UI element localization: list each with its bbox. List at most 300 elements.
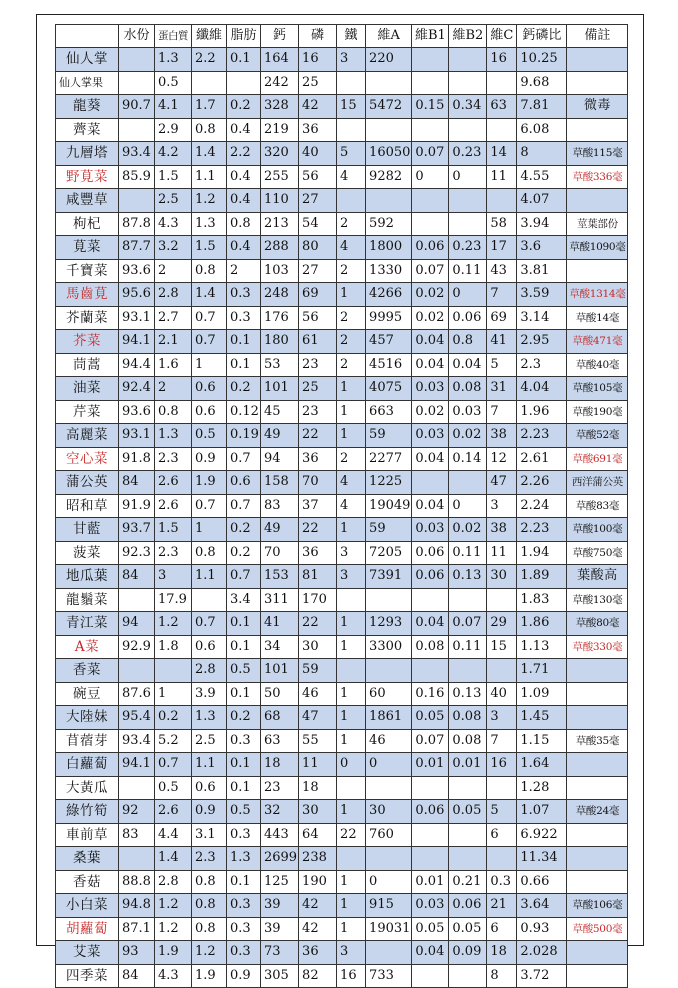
vegetable-name: 高麗菜 <box>56 424 119 448</box>
cell-water: 88.8 <box>119 870 155 894</box>
cell-fe: 1 <box>337 400 366 424</box>
table-row <box>56 706 628 730</box>
cell-water: 94.1 <box>119 753 155 777</box>
cell-protein: 2 <box>155 377 192 401</box>
header-cell: 蛋白質 <box>155 25 192 48</box>
cell-fiber: 0.7 <box>192 494 227 518</box>
note-cell <box>567 776 628 800</box>
cell-vb1: 0.15 <box>412 95 449 119</box>
cell-vb1: 0.06 <box>412 236 449 260</box>
cell-vb2: 0 <box>449 494 487 518</box>
cell-vc: 5 <box>487 800 517 824</box>
cell-vb2 <box>449 189 487 213</box>
cell-ca: 70 <box>260 541 298 565</box>
cell-ca: 320 <box>260 142 298 166</box>
cell-vc: 47 <box>487 471 517 495</box>
cell-va <box>366 189 412 213</box>
table-row <box>56 612 628 636</box>
cell-fat: 0.2 <box>227 541 261 565</box>
note-cell: 草酸1090毫 <box>567 236 628 260</box>
cell-vb2: 0.21 <box>449 870 487 894</box>
cell-protein: 0.8 <box>155 400 192 424</box>
cell-va: 1800 <box>366 236 412 260</box>
cell-va: 5472 <box>366 95 412 119</box>
table-row <box>56 377 628 401</box>
cell-protein: 2.6 <box>155 494 192 518</box>
cell-water: 94.4 <box>119 353 155 377</box>
cell-va: 0 <box>366 870 412 894</box>
cell-protein: 2.3 <box>155 541 192 565</box>
cell-ca: 255 <box>260 165 298 189</box>
cell-va: 19049 <box>366 494 412 518</box>
cell-fat: 0.3 <box>227 823 261 847</box>
cell-vb2 <box>449 964 487 988</box>
cell-ca: 73 <box>260 941 298 965</box>
cell-p: 36 <box>299 541 337 565</box>
cell-water <box>119 71 155 95</box>
cell-va: 592 <box>366 212 412 236</box>
cell-va: 9995 <box>366 306 412 330</box>
cell-va: 9282 <box>366 165 412 189</box>
vegetable-name: 仙人掌果 <box>56 71 119 95</box>
cell-ratio: 1.94 <box>517 541 567 565</box>
cell-vb1: 0.06 <box>412 541 449 565</box>
cell-fe: 1 <box>337 800 366 824</box>
note-cell <box>567 118 628 142</box>
cell-vb2 <box>449 823 487 847</box>
cell-protein: 1.8 <box>155 635 192 659</box>
cell-vb1: 0.01 <box>412 870 449 894</box>
cell-ratio: 2.23 <box>517 424 567 448</box>
cell-va: 2277 <box>366 447 412 471</box>
cell-water <box>119 659 155 683</box>
cell-protein: 3.2 <box>155 236 192 260</box>
cell-fat: 0.1 <box>227 682 261 706</box>
cell-fat: 0.6 <box>227 471 261 495</box>
cell-va <box>366 71 412 95</box>
cell-vb1: 0.06 <box>412 800 449 824</box>
cell-ratio: 8 <box>517 142 567 166</box>
cell-va <box>366 588 412 612</box>
cell-vb2: 0.34 <box>449 95 487 119</box>
cell-protein: 2.9 <box>155 118 192 142</box>
cell-vc: 12 <box>487 447 517 471</box>
vegetable-name: 綠竹筍 <box>56 800 119 824</box>
cell-ratio: 4.07 <box>517 189 567 213</box>
cell-vc: 5 <box>487 353 517 377</box>
header-cell: 磷 <box>299 25 337 48</box>
cell-vc: 8 <box>487 964 517 988</box>
cell-va: 30 <box>366 800 412 824</box>
cell-protein: 2.1 <box>155 330 192 354</box>
cell-ca: 328 <box>260 95 298 119</box>
table-row <box>56 870 628 894</box>
cell-p: 25 <box>299 71 337 95</box>
header-cell: 維B1 <box>412 25 449 48</box>
cell-protein: 2.8 <box>155 283 192 307</box>
cell-protein: 2.8 <box>155 870 192 894</box>
vegetable-name: 菠菜 <box>56 541 119 565</box>
cell-water: 87.1 <box>119 917 155 941</box>
cell-vc: 29 <box>487 612 517 636</box>
cell-vc: 18 <box>487 941 517 965</box>
cell-water: 91.9 <box>119 494 155 518</box>
vegetable-name: 白蘿蔔 <box>56 753 119 777</box>
cell-vb1: 0.05 <box>412 917 449 941</box>
cell-va: 760 <box>366 823 412 847</box>
cell-vb1: 0.02 <box>412 306 449 330</box>
note-cell <box>567 71 628 95</box>
cell-fiber: 0.6 <box>192 400 227 424</box>
cell-water: 93.4 <box>119 142 155 166</box>
cell-vc: 69 <box>487 306 517 330</box>
cell-ratio: 2.61 <box>517 447 567 471</box>
cell-p: 36 <box>299 447 337 471</box>
note-cell: 草酸83毫 <box>567 494 628 518</box>
cell-fe: 1 <box>337 706 366 730</box>
cell-ca: 158 <box>260 471 298 495</box>
cell-va: 4516 <box>366 353 412 377</box>
cell-p: 23 <box>299 400 337 424</box>
cell-vc <box>487 776 517 800</box>
cell-vb1: 0.03 <box>412 424 449 448</box>
cell-vc: 15 <box>487 635 517 659</box>
cell-fat: 0.4 <box>227 189 261 213</box>
cell-vb2 <box>449 71 487 95</box>
note-cell: 草酸130毫 <box>567 588 628 612</box>
cell-protein: 2.3 <box>155 447 192 471</box>
cell-fiber: 1.4 <box>192 142 227 166</box>
note-cell <box>567 870 628 894</box>
table-row <box>56 964 628 988</box>
cell-fe <box>337 776 366 800</box>
cell-fiber: 1.3 <box>192 706 227 730</box>
vegetable-name: 大黃瓜 <box>56 776 119 800</box>
vegetable-name: 茼蒿 <box>56 353 119 377</box>
cell-vb1: 0.07 <box>412 729 449 753</box>
cell-va <box>366 118 412 142</box>
header-cell: 纖維 <box>192 25 227 48</box>
cell-ca: 45 <box>260 400 298 424</box>
note-cell <box>567 941 628 965</box>
cell-protein: 17.9 <box>155 588 192 612</box>
vegetable-name: 碗豆 <box>56 682 119 706</box>
cell-fat: 0.4 <box>227 165 261 189</box>
cell-fe <box>337 71 366 95</box>
cell-fe <box>337 659 366 683</box>
cell-fiber: 1.1 <box>192 753 227 777</box>
table-row <box>56 823 628 847</box>
cell-ratio: 3.14 <box>517 306 567 330</box>
cell-fe: 3 <box>337 941 366 965</box>
cell-ca: 63 <box>260 729 298 753</box>
note-cell: 草酸100毫 <box>567 518 628 542</box>
cell-va: 4266 <box>366 283 412 307</box>
cell-protein: 2 <box>155 259 192 283</box>
cell-fat: 3.4 <box>227 588 261 612</box>
cell-fat: 0.7 <box>227 494 261 518</box>
cell-p: 56 <box>299 165 337 189</box>
vegetable-name: 薺菜 <box>56 118 119 142</box>
cell-vb1: 0.16 <box>412 682 449 706</box>
vegetable-name: 仙人掌 <box>56 48 119 72</box>
cell-p: 70 <box>299 471 337 495</box>
cell-protein: 1.3 <box>155 424 192 448</box>
cell-vc: 58 <box>487 212 517 236</box>
cell-fat: 0.1 <box>227 753 261 777</box>
cell-fe: 1 <box>337 424 366 448</box>
vegetable-name: 馬齒莧 <box>56 283 119 307</box>
table-row <box>56 471 628 495</box>
cell-vc: 7 <box>487 729 517 753</box>
cell-vb2: 0.08 <box>449 377 487 401</box>
cell-protein: 1.9 <box>155 941 192 965</box>
cell-fiber: 3.9 <box>192 682 227 706</box>
vegetable-name: 胡蘿蔔 <box>56 917 119 941</box>
cell-p: 54 <box>299 212 337 236</box>
cell-fat: 0.3 <box>227 917 261 941</box>
table-row <box>56 330 628 354</box>
cell-vc: 6 <box>487 823 517 847</box>
cell-fiber: 2.8 <box>192 659 227 683</box>
cell-water: 92 <box>119 800 155 824</box>
cell-va: 7205 <box>366 541 412 565</box>
cell-fat: 0.8 <box>227 212 261 236</box>
cell-vb2: 0.8 <box>449 330 487 354</box>
cell-fe: 1 <box>337 635 366 659</box>
cell-p: 190 <box>299 870 337 894</box>
cell-water: 93.1 <box>119 424 155 448</box>
cell-p: 56 <box>299 306 337 330</box>
cell-vb1: 0.06 <box>412 565 449 589</box>
cell-fe: 1 <box>337 870 366 894</box>
cell-fiber: 0.8 <box>192 917 227 941</box>
cell-fe: 15 <box>337 95 366 119</box>
cell-fiber: 0.7 <box>192 330 227 354</box>
cell-vb2: 0.11 <box>449 635 487 659</box>
cell-fiber: 1 <box>192 518 227 542</box>
note-cell: 草酸105毫 <box>567 377 628 401</box>
cell-fiber: 1.5 <box>192 236 227 260</box>
vegetable-name: 莧菜 <box>56 236 119 260</box>
cell-fe: 3 <box>337 541 366 565</box>
cell-p: 42 <box>299 894 337 918</box>
note-cell: 葉酸高 <box>567 565 628 589</box>
note-cell <box>567 259 628 283</box>
cell-fe: 4 <box>337 236 366 260</box>
cell-ratio: 1.13 <box>517 635 567 659</box>
cell-vb1: 0.04 <box>412 447 449 471</box>
cell-fat: 0.2 <box>227 706 261 730</box>
vegetable-name: 香菜 <box>56 659 119 683</box>
cell-water <box>119 118 155 142</box>
cell-vb2: 0.23 <box>449 142 487 166</box>
cell-vb2 <box>449 48 487 72</box>
vegetable-name: 艾菜 <box>56 941 119 965</box>
cell-vb1 <box>412 964 449 988</box>
cell-ca: 39 <box>260 917 298 941</box>
cell-vb2: 0.23 <box>449 236 487 260</box>
note-cell <box>567 823 628 847</box>
cell-fat: 0.1 <box>227 48 261 72</box>
table-row <box>56 71 628 95</box>
note-cell: 西洋蒲公英 <box>567 471 628 495</box>
cell-p: 18 <box>299 776 337 800</box>
cell-fiber: 2.2 <box>192 48 227 72</box>
cell-vb1 <box>412 118 449 142</box>
cell-va: 1330 <box>366 259 412 283</box>
cell-fat: 0.5 <box>227 659 261 683</box>
cell-water: 95.4 <box>119 706 155 730</box>
cell-fiber: 2.5 <box>192 729 227 753</box>
cell-protein: 4.4 <box>155 823 192 847</box>
cell-vb1: 0.03 <box>412 377 449 401</box>
cell-p: 61 <box>299 330 337 354</box>
cell-vb1 <box>412 212 449 236</box>
table-row <box>56 518 628 542</box>
cell-water: 94.1 <box>119 330 155 354</box>
header-cell: 維A <box>366 25 412 48</box>
cell-p: 22 <box>299 612 337 636</box>
table-row <box>56 48 628 72</box>
cell-fe <box>337 189 366 213</box>
cell-fat: 0.4 <box>227 118 261 142</box>
cell-fat: 0.3 <box>227 306 261 330</box>
cell-water: 91.8 <box>119 447 155 471</box>
cell-water: 84 <box>119 565 155 589</box>
cell-water: 87.7 <box>119 236 155 260</box>
cell-vb1: 0.03 <box>412 518 449 542</box>
vegetable-name: 地瓜葉 <box>56 565 119 589</box>
cell-fe: 1 <box>337 682 366 706</box>
cell-fiber: 0.8 <box>192 259 227 283</box>
vegetable-name: 苜蓿芽 <box>56 729 119 753</box>
cell-fat: 0.1 <box>227 776 261 800</box>
cell-vc <box>487 847 517 871</box>
cell-protein: 0.5 <box>155 71 192 95</box>
table-row <box>56 353 628 377</box>
cell-water: 94 <box>119 612 155 636</box>
cell-fiber: 1.2 <box>192 189 227 213</box>
table-row <box>56 800 628 824</box>
cell-fat: 0.1 <box>227 635 261 659</box>
cell-ca: 288 <box>260 236 298 260</box>
cell-fiber: 0.5 <box>192 424 227 448</box>
cell-water: 90.7 <box>119 95 155 119</box>
cell-p: 16 <box>299 48 337 72</box>
cell-fiber: 1.7 <box>192 95 227 119</box>
cell-ratio: 1.96 <box>517 400 567 424</box>
cell-fat: 0.9 <box>227 964 261 988</box>
cell-ca: 180 <box>260 330 298 354</box>
note-cell: 草酸35毫 <box>567 729 628 753</box>
cell-ratio: 3.81 <box>517 259 567 283</box>
cell-va <box>366 776 412 800</box>
note-cell: 草酸691毫 <box>567 447 628 471</box>
cell-vb2 <box>449 776 487 800</box>
cell-fat: 0.3 <box>227 941 261 965</box>
cell-vb2: 0.01 <box>449 753 487 777</box>
cell-fiber: 1.2 <box>192 941 227 965</box>
cell-fe: 3 <box>337 565 366 589</box>
cell-vb1: 0.04 <box>412 612 449 636</box>
cell-vc: 38 <box>487 424 517 448</box>
cell-p: 59 <box>299 659 337 683</box>
note-cell: 草酸40毫 <box>567 353 628 377</box>
cell-ratio: 1.86 <box>517 612 567 636</box>
cell-ratio: 1.71 <box>517 659 567 683</box>
cell-ca: 103 <box>260 259 298 283</box>
cell-vb2 <box>449 118 487 142</box>
cell-fiber: 0.8 <box>192 541 227 565</box>
cell-ca: 101 <box>260 659 298 683</box>
cell-vb1: 0 <box>412 165 449 189</box>
cell-ratio: 1.64 <box>517 753 567 777</box>
cell-p: 81 <box>299 565 337 589</box>
cell-ratio: 10.25 <box>517 48 567 72</box>
cell-ca: 443 <box>260 823 298 847</box>
vegetable-name: 甘藍 <box>56 518 119 542</box>
cell-ratio: 3.64 <box>517 894 567 918</box>
cell-vb2: 0.05 <box>449 917 487 941</box>
cell-va: 59 <box>366 518 412 542</box>
cell-vb2: 0.13 <box>449 565 487 589</box>
cell-fat: 0.2 <box>227 95 261 119</box>
cell-vb1: 0.04 <box>412 494 449 518</box>
cell-vb2: 0.14 <box>449 447 487 471</box>
cell-fiber: 1.4 <box>192 283 227 307</box>
cell-protein: 2.6 <box>155 471 192 495</box>
cell-vc: 0.3 <box>487 870 517 894</box>
vegetable-name: 龍鬚菜 <box>56 588 119 612</box>
cell-vc <box>487 71 517 95</box>
cell-fat: 0.4 <box>227 236 261 260</box>
cell-ratio: 1.09 <box>517 682 567 706</box>
cell-ca: 242 <box>260 71 298 95</box>
note-cell: 草酸750毫 <box>567 541 628 565</box>
note-cell: 微毒 <box>567 95 628 119</box>
table-row <box>56 776 628 800</box>
cell-vc <box>487 659 517 683</box>
cell-fiber: 0.7 <box>192 612 227 636</box>
cell-vc: 16 <box>487 753 517 777</box>
note-cell: 草酸190毫 <box>567 400 628 424</box>
cell-fiber: 1 <box>192 353 227 377</box>
cell-p: 23 <box>299 353 337 377</box>
note-cell: 草酸1314毫 <box>567 283 628 307</box>
cell-ratio: 6.922 <box>517 823 567 847</box>
cell-water: 87.6 <box>119 682 155 706</box>
cell-ratio: 9.68 <box>517 71 567 95</box>
table-row <box>56 541 628 565</box>
cell-p: 30 <box>299 635 337 659</box>
table-row <box>56 424 628 448</box>
cell-ca: 153 <box>260 565 298 589</box>
cell-va: 1861 <box>366 706 412 730</box>
cell-vb2: 0.11 <box>449 259 487 283</box>
cell-vc: 30 <box>487 565 517 589</box>
cell-ca: 50 <box>260 682 298 706</box>
cell-p: 55 <box>299 729 337 753</box>
cell-fe: 22 <box>337 823 366 847</box>
cell-water: 94.8 <box>119 894 155 918</box>
table-row <box>56 941 628 965</box>
cell-ratio: 2.3 <box>517 353 567 377</box>
cell-fe: 2 <box>337 353 366 377</box>
table-row <box>56 494 628 518</box>
vegetable-name: 芹菜 <box>56 400 119 424</box>
cell-va <box>366 847 412 871</box>
